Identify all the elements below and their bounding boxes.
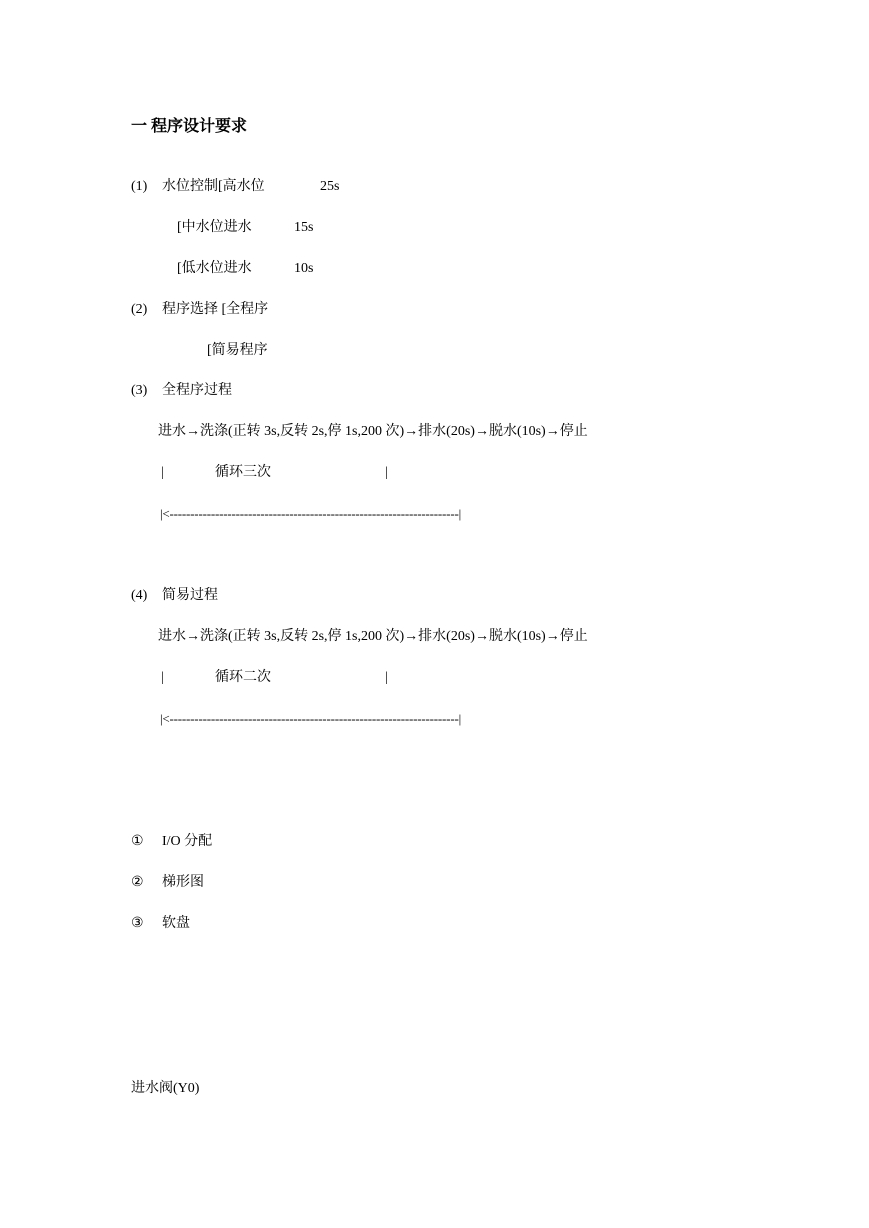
item-2-number: (2) [131, 302, 148, 317]
item-4-number: (4) [131, 588, 148, 603]
full-loop-right-bar: | [385, 465, 388, 480]
section-heading: 一 程序设计要求 [131, 118, 248, 135]
high-level-time: 25s [320, 179, 340, 194]
inlet-valve-label: 进水阀(Y0) [131, 1081, 200, 1096]
full-loop-return-line: |<----------------------------------------------------------------------| [160, 506, 461, 521]
deliverable-2-number: ② [131, 875, 144, 890]
item-1-number: (1) [131, 179, 148, 194]
water-level-label: 水位控制[高水位 [162, 179, 265, 194]
full-process-title: 全程序过程 [162, 383, 232, 398]
low-level-time: 10s [294, 261, 314, 276]
simple-loop-left-bar: | [161, 670, 164, 685]
full-loop-left-bar: | [161, 465, 164, 480]
simple-process-title: 简易过程 [162, 588, 218, 603]
full-loop-label: 循环三次 [215, 465, 271, 480]
simple-process-flow: 进水→洗涤(正转 3s,反转 2s,停 1s,200 次)→排水(20s)→脱水(10s)→停止 [158, 629, 588, 644]
mid-level-time: 15s [294, 220, 314, 235]
deliverable-3-number: ③ [131, 916, 144, 931]
deliverable-1-number: ① [131, 834, 144, 849]
mid-level-label: [中水位进水 [177, 220, 252, 235]
simple-loop-label: 循环二次 [215, 670, 271, 685]
low-level-label: [低水位进水 [177, 261, 252, 276]
full-process-flow: 进水→洗涤(正转 3s,反转 2s,停 1s,200 次)→排水(20s)→脱水(10s)→停止 [158, 424, 588, 439]
deliverable-2-label: 梯形图 [162, 875, 204, 890]
deliverable-3-label: 软盘 [162, 916, 190, 931]
item-3-number: (3) [131, 383, 148, 398]
program-option-simple: [简易程序 [207, 343, 268, 358]
simple-loop-right-bar: | [385, 670, 388, 685]
program-select-label: 程序选择 [全程序 [162, 302, 269, 317]
simple-loop-return-line: |<----------------------------------------------------------------------| [160, 711, 461, 726]
deliverable-1-label: I/O 分配 [162, 834, 213, 849]
